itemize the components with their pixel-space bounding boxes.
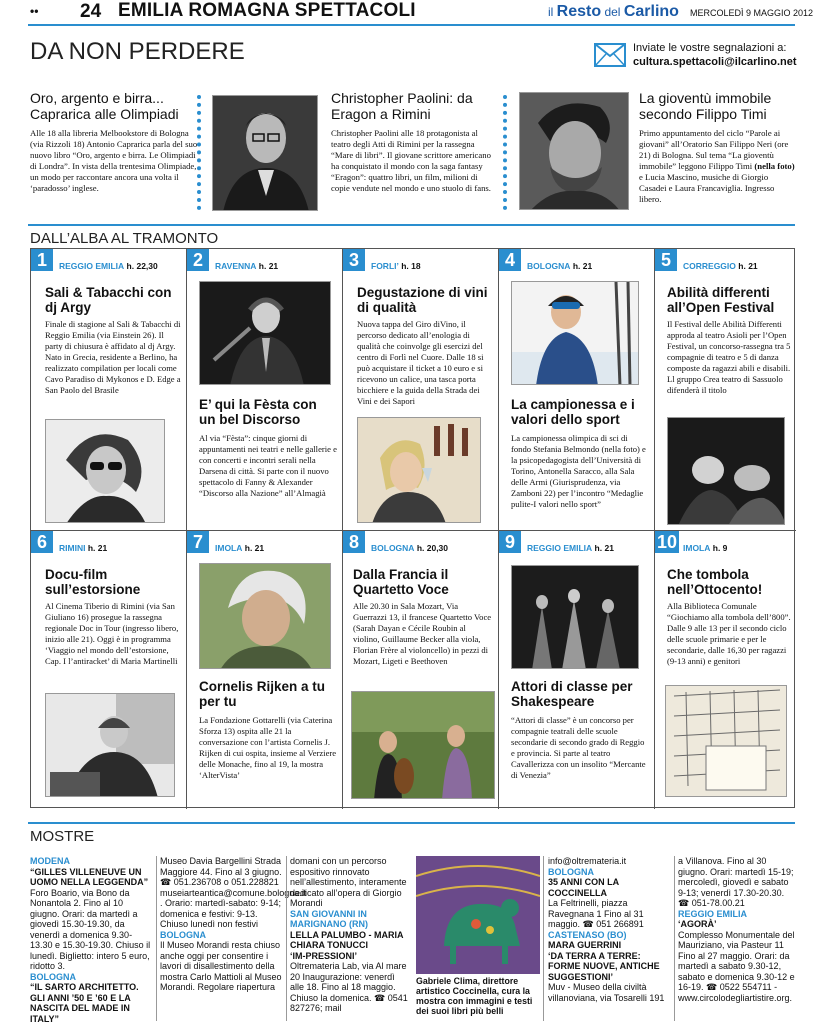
- event-title: Dalla Francia il Quartetto Voce: [353, 567, 449, 597]
- event-title: Degustazione di vini di qualità: [357, 285, 488, 315]
- mostre-column-3: [290, 856, 410, 1014]
- event-body: “Attori di classe” è un concorso per compagnie teatrali delle scuole secondarie di secondo grado di Reggio e provincia. Si parte al teatro Cavallerizza con un insolito “Mercante di Venezia”: [511, 715, 646, 780]
- event-body: Al via “Fèsta”: cinque giorni di appuntamenti nei teatri e nelle gallerie e con concerti e incontri serali nella Darsena di città. Si parte con il nuovo spettacolo di Fanny & Alexander “Discorso alla Nazione” all’Almagià: [199, 433, 337, 498]
- event-number: 8: [343, 531, 365, 553]
- exhibit-info: domani con un percorso espositivo rinnovato nell’allestimento, interamente dedicato all’opera di Giorgio Morandi: [290, 856, 407, 908]
- story-body: Primo appuntamento del ciclo “Parole ai giovani” all’Oratorio San Filippo Neri (ore 21) di Bologna. Sul tema “La gioventù immobile” leggono Filippo Timi (nella foto) e Lucia Mascino, musiche di Giorgio Casadei e Laura Francaviglia. Ingresso libero.: [639, 128, 795, 204]
- photo-open-festival: [667, 417, 785, 525]
- event-card: [655, 531, 796, 809]
- page-header: [0, 0, 825, 24]
- photo-attori-di-classe: [511, 565, 639, 669]
- issue-date: MERCOLEDÌ 9 MAGGIO 2012: [690, 8, 814, 18]
- event-body: Alle 20.30 in Sala Mozart, Via Guerrazzi 13, il francese Quartetto Voce (Sarah Dayan e Cécile Roubin al violino, Guillaume Becker alla viola, Florian Frère al violoncello) in pezzi di Mozart, Ligeti e Beethoven: [353, 601, 492, 666]
- photo-rijken: [199, 563, 331, 669]
- event-card: [187, 249, 343, 531]
- event-number: 10: [656, 532, 678, 552]
- exhibit-info: Museo Davia Bargellini Strada Maggiore 44. Fino al 3 giugno. ☎ 051.236708 o 051.228821 museiarteantica@comune.bologna.it . Orario: martedì-sabato: 9-14; domenica e festivi: 9-13. Chiuso lunedì non festivi: [160, 856, 307, 929]
- exhibit-info: Oltremateria Lab, via Al mare 20 Inaugurazione: venerdì alle 18. Fino al 18 maggio. Chiuso la domenica. ☎ 0541 827276; mail: [290, 961, 408, 1013]
- event-body: Il Festival delle Abilità Differenti approda al teatro Asioli per l’Open Festival, un concorso-rassegna tra 5 compagnie di teatro e 5 di danza composte da ragazzi abili e disabili. Ll gruppo Crea teatro di Sassuolo difenderà il titolo: [667, 319, 791, 395]
- exhibit-artists: LELLA PALUMBO - MARIA CHIARA TONUCCI: [290, 929, 404, 950]
- event-location: RAVENNA h. 21: [215, 261, 279, 271]
- exhibit-info: La Feltrinelli, piazza Ravegnana 1 Fino al 31 maggio. ☎ 051 266891: [548, 898, 644, 929]
- photo-docu-film: [45, 693, 175, 797]
- event-card: [187, 531, 343, 809]
- exhibit-info: Complesso Monumentale del Mauriziano, via Pasteur 11 Fino al 27 maggio. Orari: da martedì a sabato 9.30-12, sabato e domenica 9.30-12 e 16-19. ☎ 0522 554711 - www.circolodegliartistire.org.: [678, 929, 795, 1003]
- newspaper-logo: il Resto del Carlino: [548, 3, 679, 20]
- event-title: Abilità differenti all’Open Festival: [667, 285, 775, 315]
- event-location: RIMINI h. 21: [59, 543, 108, 553]
- column-divider: [543, 856, 544, 1021]
- event-title: Docu-film sull’estorsione: [45, 567, 141, 597]
- event-number: 9: [499, 531, 521, 553]
- event-title: Che tombola nell’Ottocento!: [667, 567, 763, 597]
- event-card: [343, 531, 499, 809]
- da-non-perdere-title: DA NON PERDERE: [30, 38, 245, 65]
- mostre-column-6: [678, 856, 796, 1003]
- event-card: [31, 531, 187, 809]
- event-number: 1: [31, 249, 53, 271]
- photo-degustazione: [357, 417, 481, 523]
- exhibit-title: ‘AGORÀ’: [678, 919, 717, 929]
- dotted-divider: [503, 95, 507, 210]
- exhibit-city: REGGIO EMILIA: [678, 908, 748, 919]
- event-location: BOLOGNA h. 21: [527, 261, 593, 271]
- event-number: 2: [187, 249, 209, 271]
- exhibit-title: ‘IM-PRESSIONI’: [290, 950, 358, 961]
- event-card: [655, 249, 796, 531]
- story-body: Alle 18 alla libreria Melbookstore di Bologna (via Rizzoli 18) Antonio Caprarica parla del suo nuovo libro “Oro, argento e birra. Le Olimpiadi di Londra”. In vista della trentesima Olimpiade, un modo per raccontare ancora una volta il ‘paradosso’ inglese.: [30, 128, 198, 193]
- exhibit-info: Muv - Museo della civiltà villanoviana, via Tosarelli 191: [548, 982, 665, 1003]
- event-number: 6: [31, 531, 53, 553]
- folio-dots: ••: [30, 4, 39, 18]
- event-body: Finale di stagione al Sali & Tabacchi di Reggio Emilia (via Einstein 26). Il party di chiusura è affidato al dj Argy. Nato in Grecia, residente a Berlino, ha realizzato compilation per locali come Cavo Paradiso di Mykonos e D. Edge a San Paolo del Brasile: [45, 319, 181, 395]
- dall-alba-title: DALL’ALBA AL TRAMONTO: [30, 230, 219, 247]
- photo-timi: [519, 92, 629, 210]
- event-body: Alla Biblioteca Comunale “Giochiamo alla tombola dell’800”. Dalle 9 alle 13 per il secondo ciclo delle scuole primarie e per le secondarie, dalle 16,30 per ragazzi (9-13 anni) e genitori: [667, 601, 791, 666]
- event-body: Al Cinema Tiberio di Rimini (via San Giuliano 16) prosegue la rassegna regionale Doc in Tour (ingresso libero, inizio alle 21). Oggi è in programma ‘Viaggio nel mondo dell’estorsione, Cap. I l’antiracket’ di Maria Martinelli: [45, 601, 179, 666]
- column-divider: [156, 856, 157, 1021]
- submission-info: Inviate le vostre segnalazioni a: cultura.spettacoli@ilcarlino.net: [633, 42, 797, 68]
- photo-caption: Gabriele Clima, direttore artistico Coccinella, cura la mostra con immagini e testi dei suoi libri più belli: [416, 976, 533, 1016]
- dotted-divider: [197, 95, 201, 210]
- event-card: [343, 249, 499, 531]
- event-location: REGGIO EMILIA h. 22,30: [59, 261, 158, 271]
- mostre-title: MOSTRE: [30, 828, 95, 845]
- event-number: 7: [187, 531, 209, 553]
- mostre-column-1: [30, 856, 152, 1024]
- event-card: [499, 531, 655, 809]
- mostre-column-2: [160, 856, 307, 993]
- photo-quartetto-voce: [351, 691, 495, 799]
- section-title: EMILIA ROMAGNA SPETTACOLI: [118, 0, 416, 21]
- story-title: Oro, argento e birra... Caprarica alle Olimpiadi: [30, 90, 179, 122]
- section-rule: [28, 822, 795, 824]
- event-card: [499, 249, 655, 531]
- story-body: Christopher Paolini alle 18 protagonista al teatro degli Atti di Rimini per la rassegna “Mare di libri”. Il giovane scrittore americano ha conquistato il mondo con la saga fantasy “Eragon”: quattro libri, un film, milioni di copie vendute nel mondo e uno stuolo di fans.: [331, 128, 491, 193]
- photo-discorso: [199, 281, 331, 385]
- mostre-column-5: [548, 856, 672, 1003]
- event-card: [31, 249, 187, 531]
- story-title: Christopher Paolini: da Eragon a Rimini: [331, 90, 473, 122]
- top-story-paolini: [331, 90, 498, 194]
- event-location: CORREGGIO h. 21: [683, 261, 758, 271]
- photo-caprarica: [212, 95, 318, 211]
- event-location: BOLOGNA h. 20,30: [371, 543, 449, 553]
- exhibit-info: Foro Boario, via Bono da Nonantola 2. Fino al 10 giugno. Orari: da martedì a giovedì 15.30-19.30, da venerdì a domenica 9.30-13.30 e 15.30-19.30. Chiuso il lunedì. Biglietto: intero 5 euro, ridotto 3.: [30, 887, 151, 971]
- event-title: Cornelis Rijken a tu per tu: [199, 679, 326, 709]
- event-location: REGGIO EMILIA h. 21: [527, 543, 614, 553]
- event-number: 4: [499, 249, 521, 271]
- event-body: La campionessa olimpica di sci di fondo Stefania Belmondo (nella foto) e la psicopedagogista dell’Università di Torino, Antonella Saracco, alla Sala delle Armi (Giurisprudenza, via Zamboni 22) per l’incontro “Medaglie pulite-I valori nello sport”: [511, 433, 646, 509]
- exhibit-artists: MARA GUERRINI: [548, 940, 622, 950]
- photo-dj-argy: [45, 419, 165, 523]
- event-title: La campionessa e i valori dello sport: [511, 397, 635, 427]
- page-number: 24: [80, 1, 102, 22]
- exhibit-city: BOLOGNA: [30, 971, 76, 982]
- event-number: 5: [655, 249, 677, 271]
- envelope-icon: [594, 43, 626, 67]
- event-title: Sali & Tabacchi con dj Argy: [45, 285, 172, 315]
- exhibit-info: a Villanova. Fino al 30 giugno. Orari: martedì 15-19; mercoledì, giovedì e sabato 9-13; venerdì 17.30-20.30. ☎ 051-78.00.21: [678, 856, 794, 908]
- events-grid: [30, 248, 795, 808]
- exhibit-city: CASTENASO (BO): [548, 929, 627, 940]
- event-location: IMOLA h. 21: [215, 543, 265, 553]
- section-rule: [28, 224, 795, 226]
- photo-coccinella-illustration: [416, 856, 540, 974]
- column-divider: [286, 856, 287, 1021]
- story-title: La gioventù immobile secondo Filippo Timi: [639, 90, 772, 122]
- event-location: FORLI’ h. 18: [371, 261, 421, 271]
- event-title: Attori di classe per Shakespeare: [511, 679, 633, 709]
- event-title: E’ qui la Fèsta con un bel Discorso: [199, 397, 317, 427]
- photo-belmondo: [511, 281, 639, 385]
- event-location: IMOLA h. 9: [683, 543, 728, 553]
- exhibit-city: BOLOGNA: [548, 866, 594, 877]
- photo-tombola: [665, 685, 787, 797]
- exhibit-title: “GILLES VILLENEUVE UN UOMO NELLA LEGGENDA”: [30, 866, 149, 887]
- column-divider: [674, 856, 675, 1021]
- submission-email[interactable]: cultura.spettacoli@ilcarlino.net: [633, 56, 797, 68]
- exhibit-info: Il Museo Morandi resta chiuso anche oggi per consentire i lavori di disallestimento della mostra Carlo Mattioli al Museo Morandi. Regolare riapertura: [160, 940, 282, 992]
- exhibit-title: ‘DA TERRA A TERRE: FORME NUOVE, ANTICHE SUGGESTIONI’: [548, 950, 660, 982]
- exhibit-city: BOLOGNA: [160, 929, 206, 940]
- exhibit-title: 35 ANNI CON LA COCCINELLA: [548, 877, 619, 898]
- header-rule: [28, 24, 795, 26]
- event-body: Nuova tappa del Giro diVino, il percorso dedicato all’enologia di qualità che coinvolge gli esercizi del centro di Forlì nel Cuore. Dalle 18 si può acquistare il ticket a 10 euro e si ricevono un calice, una tasca porta bicchiere e la guida della Strada dei Vini e dei Sapori: [357, 319, 484, 406]
- top-story-timi: [639, 90, 795, 205]
- exhibit-title: “IL SARTO ARCHITETTO. GLI ANNI ’50 E ’60 E LA NASCITA DEL MADE IN ITALY”: [30, 982, 139, 1024]
- exhibit-city: SAN GIOVANNI IN MARIGNANO (RN): [290, 908, 368, 929]
- top-story-caprarica: [30, 90, 200, 194]
- exhibit-info: info@oltremateria.it: [548, 856, 627, 866]
- event-number: 3: [343, 249, 365, 271]
- exhibit-city: MODENA: [30, 856, 70, 866]
- event-body: La Fondazione Gottarelli (via Caterina Sforza 13) ospita alle 21 la conversazione con l’artista Cornelis J. Rijken di cui ospita, insieme al Verziere delle Monache, fino al 19, la mostra ‘AlterVista’: [199, 715, 337, 780]
